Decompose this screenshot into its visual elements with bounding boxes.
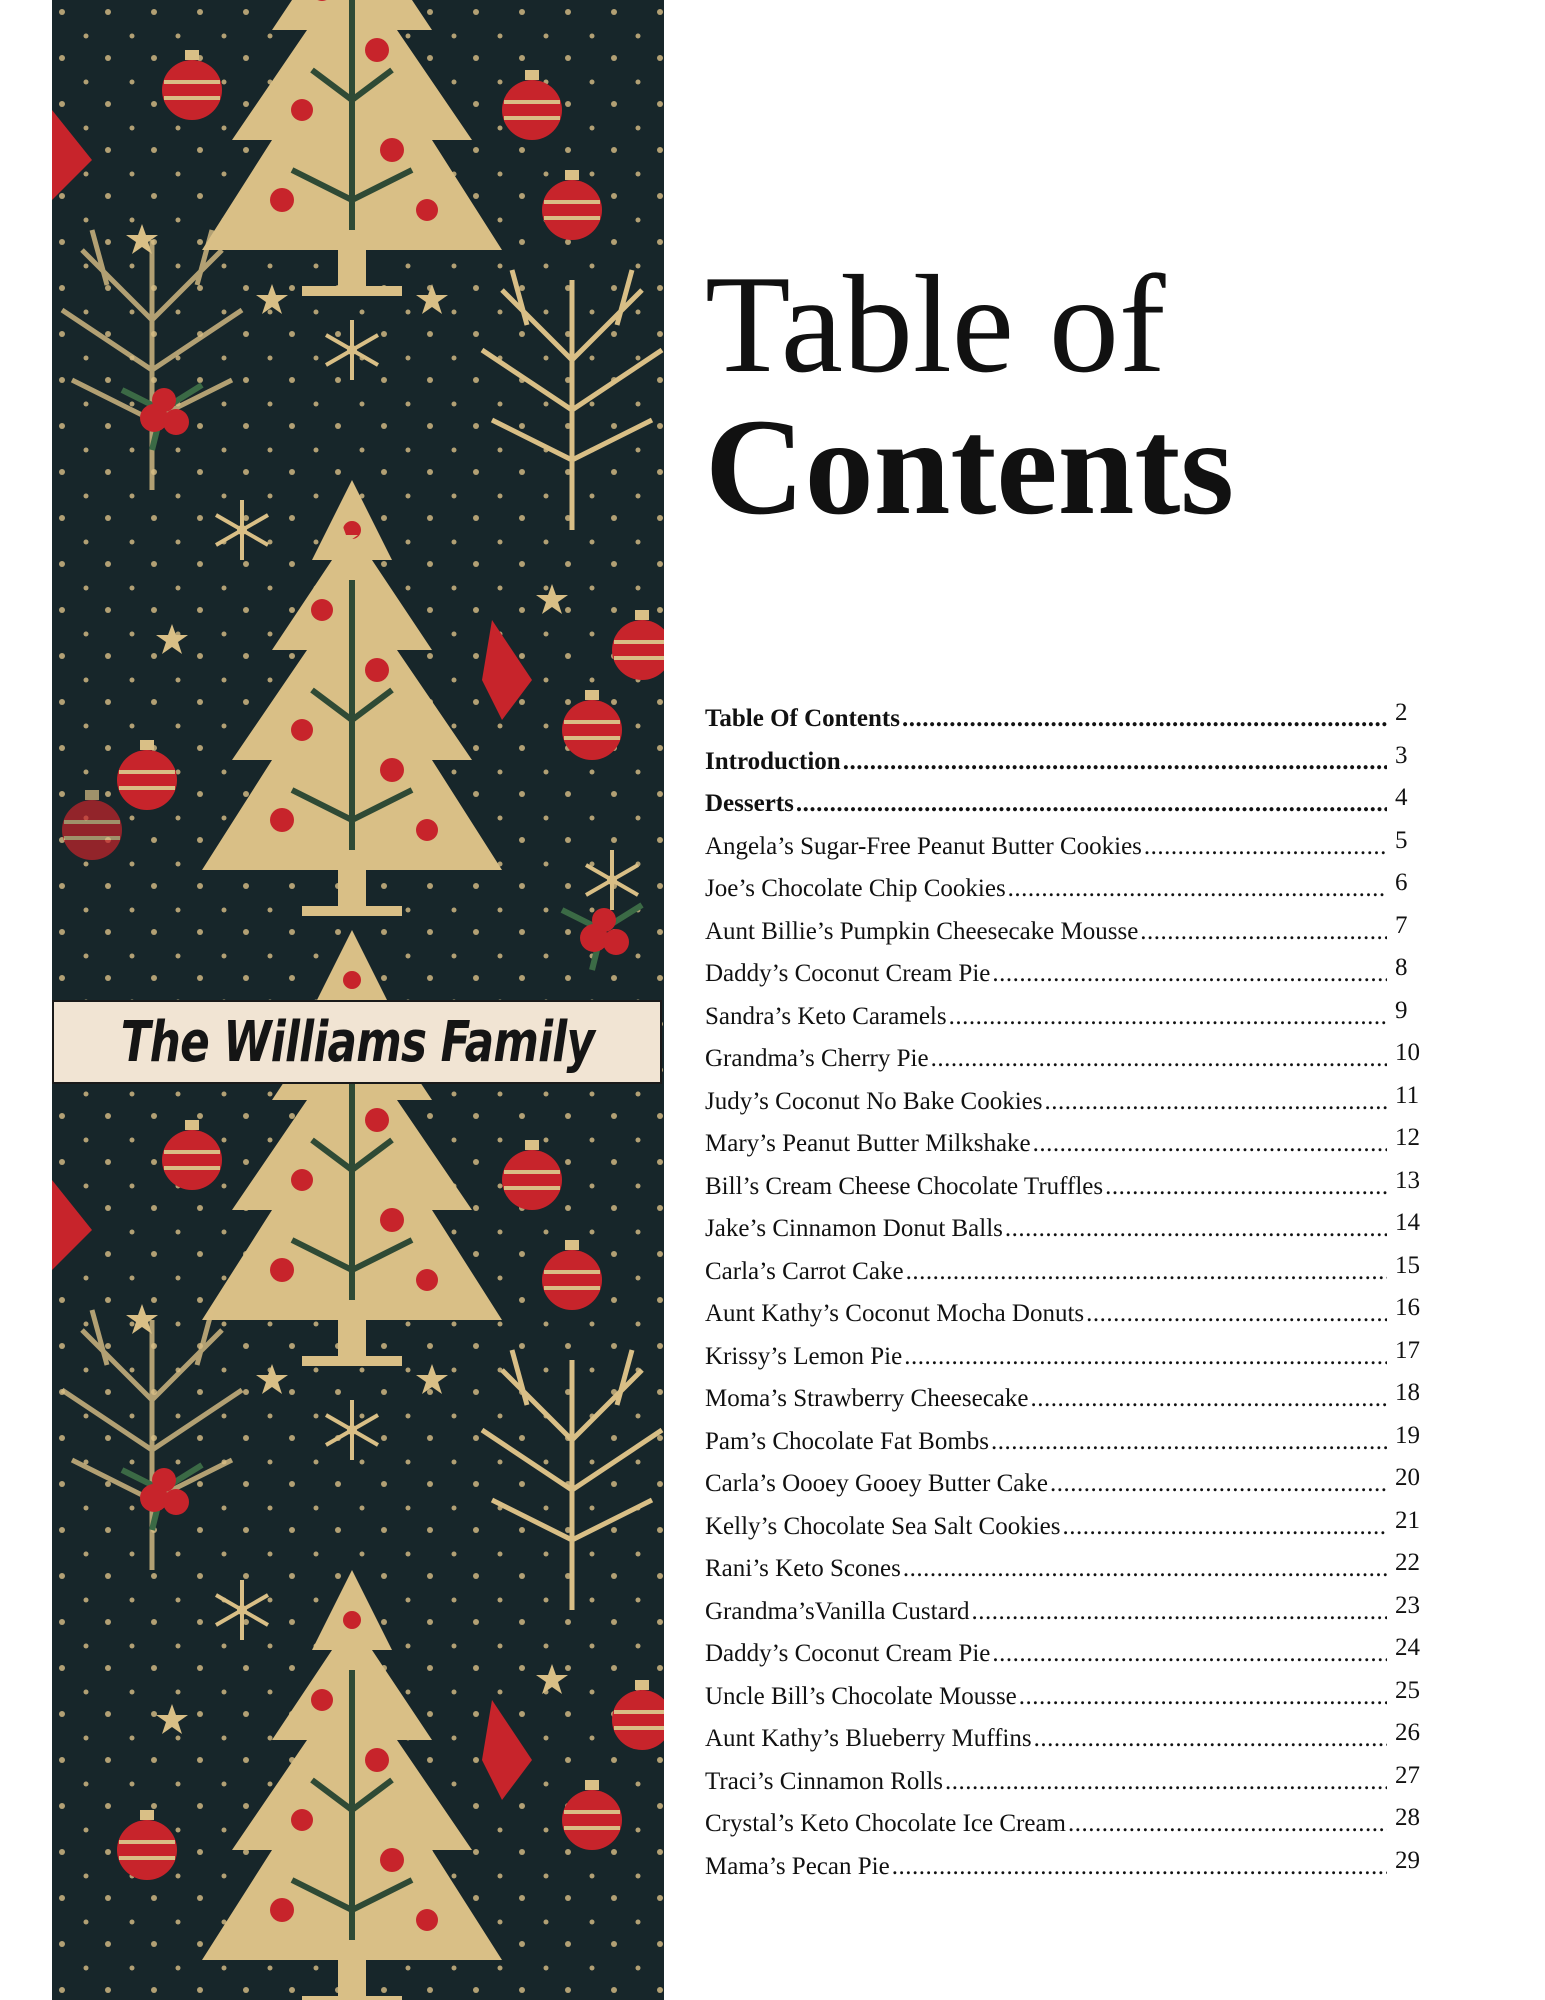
toc-dot-leader [843,741,1387,784]
toc-entry-title: Jake’s Cinnamon Donut Balls [705,1215,1003,1242]
toc-dot-leader [892,1846,1387,1889]
toc-entry-title: Daddy’s Coconut Cream Pie [705,1640,991,1667]
page-title-line-2: Contents [705,390,1235,543]
toc-dot-leader [902,698,1387,741]
toc-dot-leader [906,1251,1387,1294]
toc-dot-leader [1045,1081,1388,1124]
toc-entry-title: Daddy’s Coconut Cream Pie [705,960,991,987]
toc-page-number: 14 [1395,1209,1420,1236]
toc-page-number: 12 [1395,1124,1420,1151]
toc-entry-title: Bill’s Cream Cheese Chocolate Truffles [705,1172,1104,1200]
toc-page-number: 3 [1395,741,1408,769]
toc-entry[interactable] [705,1251,1425,1294]
toc-entry[interactable] [705,1336,1425,1379]
toc-page-number: 21 [1395,1506,1420,1534]
toc-page-number: 27 [1395,1761,1420,1789]
toc-dot-leader [1086,1293,1387,1336]
toc-page-number: 23 [1395,1591,1420,1619]
toc-entry-title: Sandra’s Keto Caramels [705,1002,947,1030]
toc-entry[interactable] [705,996,1425,1039]
toc-entry[interactable] [705,1676,1425,1719]
toc-entry-title: Desserts [705,790,794,817]
toc-dot-leader [903,1548,1387,1591]
toc-page-number: 15 [1395,1251,1420,1279]
toc-entry-title: Rani’s Keto Scones [705,1555,901,1582]
toc-page-number: 29 [1395,1846,1420,1874]
toc-dot-leader [1050,1463,1387,1506]
toc-dot-leader [1105,1166,1387,1209]
toc-entry[interactable] [705,1846,1425,1889]
toc-entry[interactable] [705,1803,1425,1846]
toc-page-number: 5 [1395,826,1408,854]
toc-entry[interactable] [705,783,1425,826]
toc-page-number: 2 [1395,699,1408,726]
toc-entry-title: Introduction [705,747,841,775]
toc-dot-leader [931,1038,1387,1081]
toc-dot-leader [972,1591,1387,1634]
toc-dot-leader [1019,1676,1387,1719]
toc-entry[interactable] [705,1548,1425,1591]
toc-entry[interactable] [705,826,1425,869]
toc-entry-title: Kelly’s Chocolate Sea Salt Cookies [705,1512,1061,1540]
toc-dot-leader [1005,1208,1387,1251]
toc-dot-leader [991,1421,1387,1464]
toc-entry[interactable] [705,1166,1425,1209]
toc-dot-leader [904,1336,1387,1379]
toc-page-number: 9 [1395,996,1408,1024]
toc-page-number: 17 [1395,1336,1420,1364]
toc-page-number: 7 [1395,911,1408,939]
toc-page-number: 28 [1395,1804,1420,1831]
toc-entry-title: Angela’s Sugar-Free Peanut Butter Cookies [705,832,1142,860]
toc-page-number: 4 [1395,784,1408,811]
toc-page-number: 19 [1395,1421,1420,1449]
toc-entry-title: Traci’s Cinnamon Rolls [705,1767,943,1795]
toc-entry[interactable] [705,1123,1425,1166]
toc-dot-leader [1063,1506,1387,1549]
toc-entry-title: Joe’s Chocolate Chip Cookies [705,875,1006,902]
toc-entry[interactable] [705,698,1425,741]
table-of-contents-list [705,698,1425,1888]
toc-entry-title: Aunt Kathy’s Coconut Mocha Donuts [705,1300,1085,1327]
toc-page-number: 8 [1395,954,1408,981]
toc-entry[interactable] [705,1761,1425,1804]
toc-entry[interactable] [705,1463,1425,1506]
toc-entry[interactable] [705,1293,1425,1336]
toc-entry[interactable] [705,741,1425,784]
toc-page-number: 26 [1395,1719,1420,1746]
toc-page-number: 25 [1395,1676,1420,1704]
toc-entry-title: Carla’s Oooey Gooey Butter Cake [705,1470,1048,1497]
toc-entry[interactable] [705,1506,1425,1549]
toc-page-number: 10 [1395,1039,1420,1066]
toc-page-number: 22 [1395,1549,1420,1576]
toc-entry-title: Pam’s Chocolate Fat Bombs [705,1427,990,1455]
toc-entry[interactable] [705,1633,1425,1676]
toc-entry[interactable] [705,1038,1425,1081]
toc-dot-leader [1031,1378,1388,1421]
toc-page-number: 24 [1395,1634,1420,1661]
toc-page-number: 11 [1395,1081,1420,1109]
toc-page-number: 18 [1395,1379,1420,1406]
toc-entry-title: Judy’s Coconut No Bake Cookies [705,1087,1043,1115]
toc-page-number: 6 [1395,869,1408,896]
toc-dot-leader [1033,1123,1387,1166]
toc-dot-leader [992,1633,1387,1676]
family-name-text: The Williams Family [120,1009,594,1075]
toc-entry[interactable] [705,1208,1425,1251]
toc-page-number: 13 [1395,1166,1420,1194]
toc-entry[interactable] [705,911,1425,954]
toc-entry[interactable] [705,1081,1425,1124]
toc-entry-title: Table Of Contents [705,705,900,732]
toc-dot-leader [992,953,1387,996]
toc-entry-title: Moma’s Strawberry Cheesecake [705,1385,1029,1412]
toc-page-number: 16 [1395,1294,1420,1321]
toc-entry[interactable] [705,1591,1425,1634]
toc-entry[interactable] [705,1378,1425,1421]
toc-entry-title: Grandma’s Cherry Pie [705,1045,929,1072]
toc-dot-leader [949,996,1387,1039]
toc-entry-title: Aunt Billie’s Pumpkin Cheesecake Mousse [705,917,1139,945]
toc-entry-title: Krissy’s Lemon Pie [705,1342,903,1370]
toc-entry-title: Crystal’s Keto Chocolate Ice Cream [705,1810,1066,1837]
toc-entry[interactable] [705,868,1425,911]
toc-entry-title: Aunt Kathy’s Blueberry Muffins [705,1725,1032,1752]
toc-dot-leader [1144,826,1387,869]
toc-dot-leader [945,1761,1387,1804]
toc-entry-title: Mary’s Peanut Butter Milkshake [705,1130,1031,1157]
toc-entry-title: Grandma’sVanilla Custard [705,1597,970,1625]
toc-dot-leader [1068,1803,1387,1846]
toc-entry-title: Mama’s Pecan Pie [705,1852,890,1880]
toc-entry-title: Uncle Bill’s Chocolate Mousse [705,1682,1017,1710]
toc-entry[interactable] [705,953,1425,996]
toc-dot-leader [1034,1718,1387,1761]
toc-dot-leader [1140,911,1387,954]
toc-page-number: 20 [1395,1464,1420,1491]
toc-entry[interactable] [705,1421,1425,1464]
toc-entry-title: Carla’s Carrot Cake [705,1257,904,1285]
toc-dot-leader [1008,868,1387,911]
toc-dot-leader [796,783,1387,826]
toc-entry[interactable] [705,1718,1425,1761]
family-name-banner [52,1000,662,1084]
page-title-line-1: Table of [705,247,1166,402]
